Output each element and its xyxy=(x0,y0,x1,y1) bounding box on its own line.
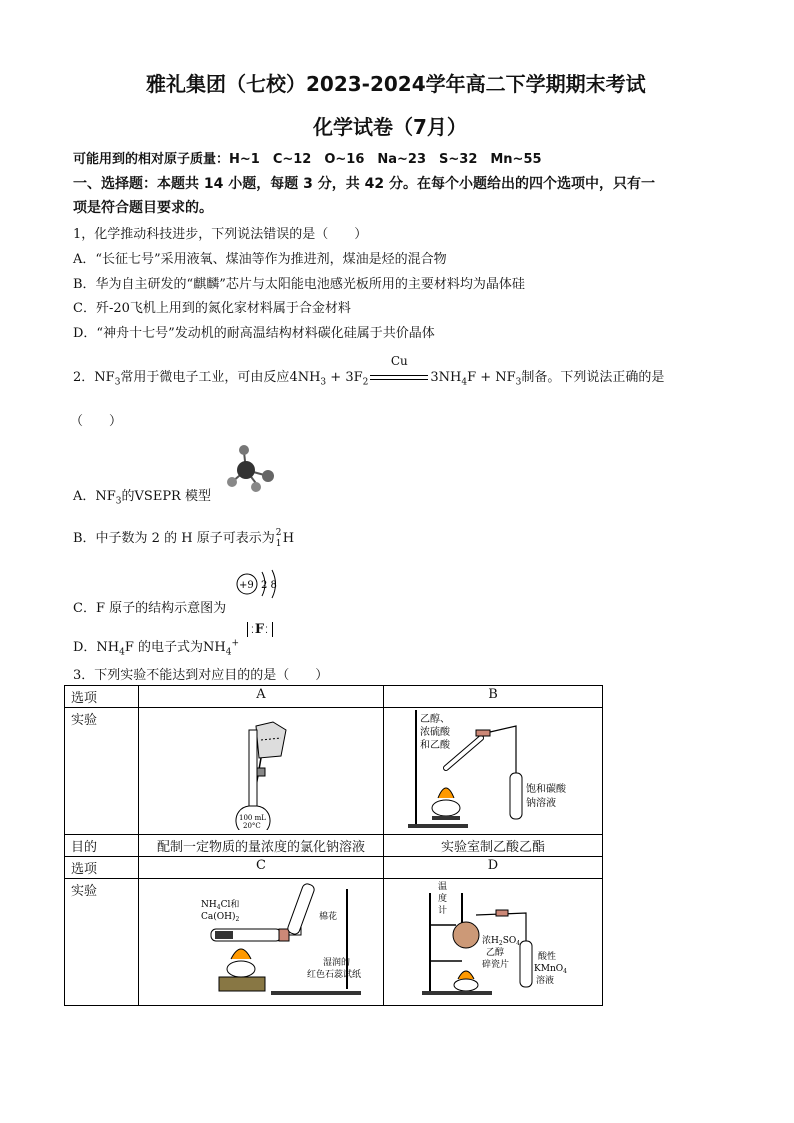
fig-c-label: 湿润的 xyxy=(323,958,351,968)
experiment-table xyxy=(64,685,603,1006)
col-b-header: B xyxy=(384,686,603,708)
fig-d-label: SO xyxy=(502,936,516,946)
fig-b-label: 饱和碳酸 xyxy=(525,784,566,795)
q3-stem: 3．下列实验不能达到对应目的的是（ ） xyxy=(73,668,329,683)
fig-d-label: 酸性 xyxy=(537,952,556,962)
fig-c-label: Cl和 xyxy=(220,900,240,910)
volumetric-flask-figure xyxy=(201,708,321,830)
fig-c-label: Ca(OH) xyxy=(201,912,236,922)
q2-reactant: 4NH xyxy=(289,370,321,385)
page-subtitle: 化学试卷（7月） xyxy=(313,115,467,139)
ion-charge: + xyxy=(231,638,240,649)
fig-c-sub: 2 xyxy=(235,916,240,923)
atomic-masses: 可能用到的相对原子质量：H~1 C~12 O~16 Na~23 S~32 Mn~55 xyxy=(73,152,542,167)
q2-sub: 4 xyxy=(119,647,125,658)
nucleus-charge: +9 xyxy=(239,580,254,591)
row-goal-label: 目的 xyxy=(65,835,139,857)
svg-text:KMnO4 xyxy=(534,964,567,975)
q2-plus: + 3F xyxy=(326,370,363,385)
ethylene-prep-figure xyxy=(386,879,601,1001)
svg-text:NH4Cl和 xyxy=(201,899,239,911)
q2-sub: 4 xyxy=(225,647,232,658)
q2-option-b xyxy=(73,527,295,549)
q2-sub: 3 xyxy=(115,496,122,507)
fig-b-label: 乙醇、 xyxy=(419,714,450,725)
fluorine-atom-diagram xyxy=(228,566,288,606)
fluorine-symbol: F xyxy=(254,622,266,637)
goal-a: 配制一定物质的量浓度的氯化钠溶液 xyxy=(139,835,384,857)
q2-option-c: C．F 原子的结构示意图为 xyxy=(73,601,227,616)
fig-b-label: 浓硫酸 xyxy=(419,727,450,738)
ammonium-ion: NH xyxy=(203,640,226,655)
fig-c-label: NH xyxy=(201,900,217,910)
q2-product: 3NH xyxy=(430,370,462,385)
q2-stem-a: 常用于微电子工业，可由反应 xyxy=(120,370,290,385)
q2-option-d xyxy=(73,636,239,658)
q2-stem xyxy=(73,354,665,388)
fig-d-label: 计 xyxy=(437,906,447,916)
fig-d-sub: 4 xyxy=(562,968,567,975)
ester-prep-figure xyxy=(386,708,601,830)
experiment-c-cell xyxy=(139,879,384,1006)
q2-option-a-label: A．NF xyxy=(73,489,116,504)
q2-formula: NF xyxy=(94,370,115,385)
fig-b-label: 钠溶液 xyxy=(525,798,556,809)
row-option-label: 选项 xyxy=(65,686,139,708)
q2-sub: 3 xyxy=(320,377,327,388)
q2-sub: 4 xyxy=(461,377,468,388)
atomic-number: 1 xyxy=(275,538,282,549)
q2-product: F + NF xyxy=(467,370,516,385)
goal-b: 实验室制乙酸乙酯 xyxy=(384,835,603,857)
fig-d-label: 碎瓷片 xyxy=(481,960,509,970)
fig-c-label: 红色石蕊试纸 xyxy=(307,970,362,980)
ammonia-prep-figure xyxy=(141,879,381,1001)
row-experiment-label: 实验 xyxy=(65,708,139,835)
svg-text:浓H2SO4 xyxy=(482,934,520,947)
experiment-b-cell xyxy=(384,708,603,835)
fig-d-label: 度 xyxy=(437,894,447,904)
q1-option-b: B．华为自主研发的“麒麟”芯片与太阳能电池感光板所用的主要材料均为晶体硅 xyxy=(73,277,525,292)
svg-text:Ca(OH)2 xyxy=(201,911,240,923)
q2-option-d-tail: F 的电子式为 xyxy=(124,640,204,655)
fig-c-sub: 4 xyxy=(216,904,221,911)
flask-volume-label: 100 mL xyxy=(239,814,266,822)
fig-b-label: 和乙酸 xyxy=(419,740,450,751)
fig-d-label: 乙醇 xyxy=(485,948,504,958)
flask-temp-label: 20°C xyxy=(243,822,261,830)
q1-option-a: A．“长征七号”采用液氧、煤油等作为推进剂，煤油是烃的混合物 xyxy=(73,252,447,267)
fig-d-sub: 2 xyxy=(498,940,503,947)
q2-option-d-label: D．NH xyxy=(73,640,120,655)
fig-c-label: 棉花 xyxy=(319,912,338,922)
mass-number: 2 xyxy=(275,527,282,538)
q1-option-d: D．“神舟十七号”发动机的耐高温结构材料碳化硅属于共价晶体 xyxy=(73,326,435,341)
fig-d-sub: 4 xyxy=(515,940,520,947)
q2-sub: 3 xyxy=(515,377,522,388)
col-d-header: D xyxy=(384,857,603,879)
q2-sub: 2 xyxy=(362,377,369,388)
q2-stem-b: 制备。下列说法正确的是 xyxy=(521,370,665,385)
q2-option-b-text: B．中子数为 2 的 H 原子可表示为 xyxy=(73,531,275,546)
q1-stem: 1，化学推动科技进步，下列说法错误的是（ ） xyxy=(73,227,368,242)
reaction-arrow xyxy=(370,375,428,380)
fig-d-label: KMnO xyxy=(533,964,563,974)
fig-d-label: 浓H xyxy=(481,936,499,946)
row-option-label-2: 选项 xyxy=(65,857,139,879)
row-experiment-label-2: 实验 xyxy=(65,879,139,1006)
hydrogen-symbol: H xyxy=(282,531,295,546)
section-heading-line2: 项是符合题目要求的。 xyxy=(73,200,213,216)
experiment-a-cell xyxy=(139,708,384,835)
experiment-d-cell xyxy=(384,879,603,1006)
q2-sub: 3 xyxy=(114,377,121,388)
section-heading-line1: 一、选择题：本题共 14 小题，每题 3 分，共 42 分。在每个小题给出的四个选项中，只有一 xyxy=(73,176,655,192)
fluoride-electron-dot: ⁚F⁚ xyxy=(247,622,273,637)
col-a-header: A xyxy=(139,686,384,708)
col-c-header: C xyxy=(139,857,384,879)
q2-bracket: （ ） xyxy=(70,414,123,429)
page-title: 雅礼集团（七校）2023-2024学年高二下学期期末考试 xyxy=(146,72,646,96)
q2-option-a xyxy=(73,485,211,507)
electron-shells: 2 8 xyxy=(261,580,277,591)
q1-option-c: C．歼-20飞机上用到的氮化家材料属于合金材料 xyxy=(73,301,351,316)
q2-catalyst: Cu xyxy=(390,354,408,368)
q2-option-a-tail: 的VSEPR 模型 xyxy=(121,489,211,504)
vsepr-model-figure xyxy=(218,440,280,495)
q2-number: 2． xyxy=(73,370,95,385)
fig-d-label: 溶液 xyxy=(535,976,554,986)
fig-d-label: 温 xyxy=(437,882,447,892)
